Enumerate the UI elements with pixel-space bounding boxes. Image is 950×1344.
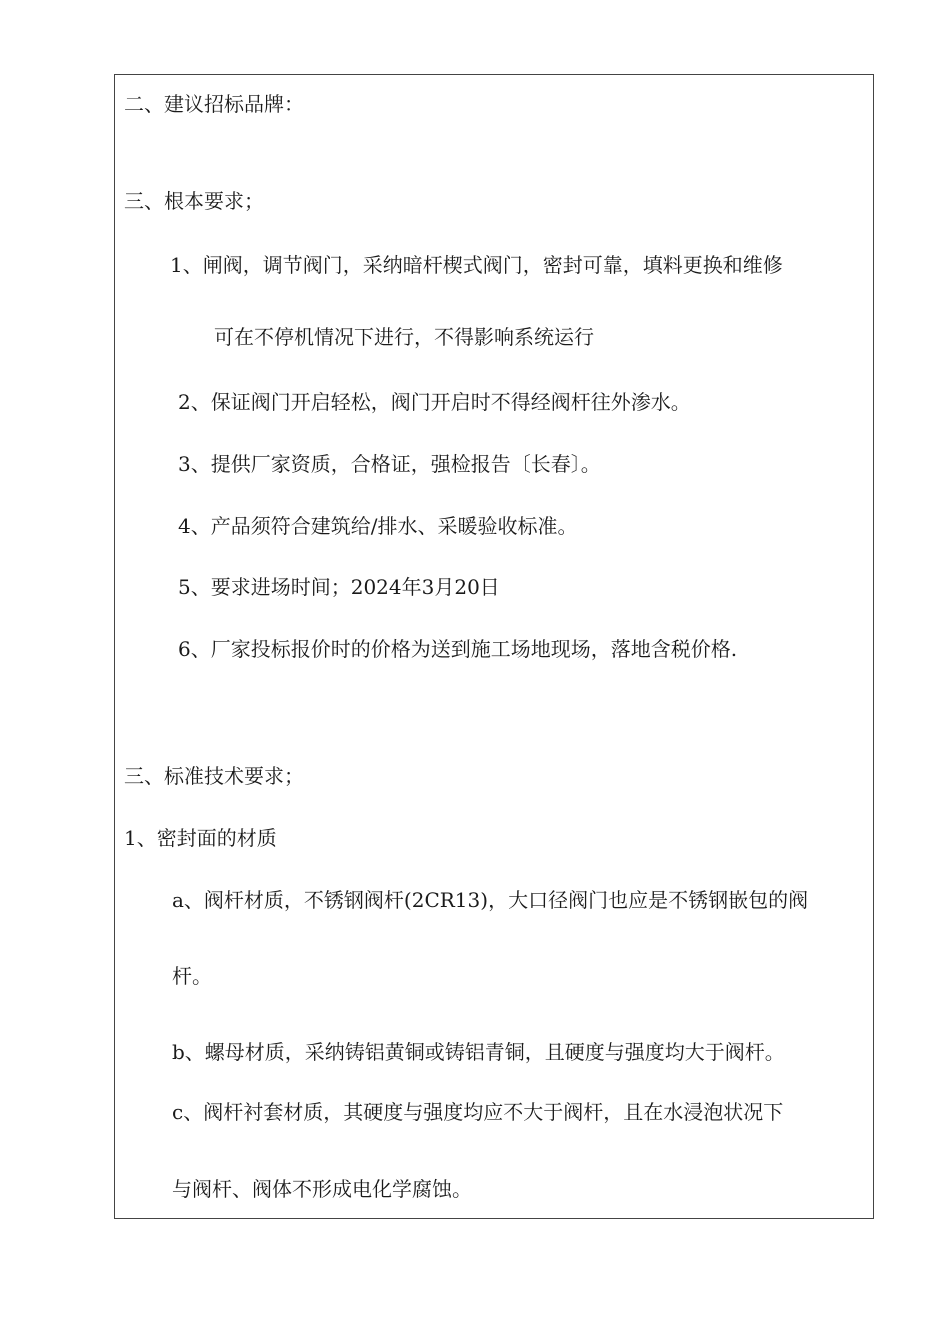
basic-item-1-cont: 可在不停机情况下进行，不得影响系统运行 bbox=[214, 325, 594, 349]
basic-item-2: 2、保证阀门开启轻松，阀门开启时不得经阀杆往外渗水。 bbox=[178, 390, 691, 414]
basic-item-3: 3、提供厂家资质，合格证，强检报告〔长春〕。 bbox=[178, 452, 601, 476]
basic-item-4: 4、产品须符合建筑给/排水、采暖验收标准。 bbox=[178, 514, 578, 538]
tech-item-c-cont: 与阀杆、阀体不形成电化学腐蚀。 bbox=[172, 1177, 472, 1201]
tech-item-a: a、阀杆材质，不锈钢阀杆(2CR13)，大口径阀门也应是不锈钢嵌包的阀 bbox=[172, 888, 809, 912]
tech-item-c: c、阀杆衬套材质，其硬度与强度均应不大于阀杆，且在水浸泡状况下 bbox=[172, 1100, 784, 1124]
basic-item-1: 1、闸阀，调节阀门，采纳暗杆楔式阀门，密封可靠，填料更换和维修 bbox=[170, 253, 783, 277]
section-heading-basic: 三、根本要求； bbox=[124, 189, 264, 213]
section-heading-tech: 三、标准技术要求； bbox=[124, 764, 304, 788]
tech-subheading-seal: 1、密封面的材质 bbox=[124, 826, 277, 850]
tech-item-b: b、螺母材质，采纳铸铝黄铜或铸铝青铜，且硬度与强度均大于阀杆。 bbox=[172, 1040, 785, 1064]
basic-item-5: 5、要求进场时间；2024年3月20日 bbox=[178, 575, 500, 599]
basic-item-6: 6、厂家投标报价时的价格为送到施工场地现场，落地含税价格. bbox=[178, 637, 738, 661]
tech-item-a-cont: 杆。 bbox=[172, 964, 212, 988]
section-heading-brand: 二、建议招标品牌： bbox=[124, 92, 304, 116]
